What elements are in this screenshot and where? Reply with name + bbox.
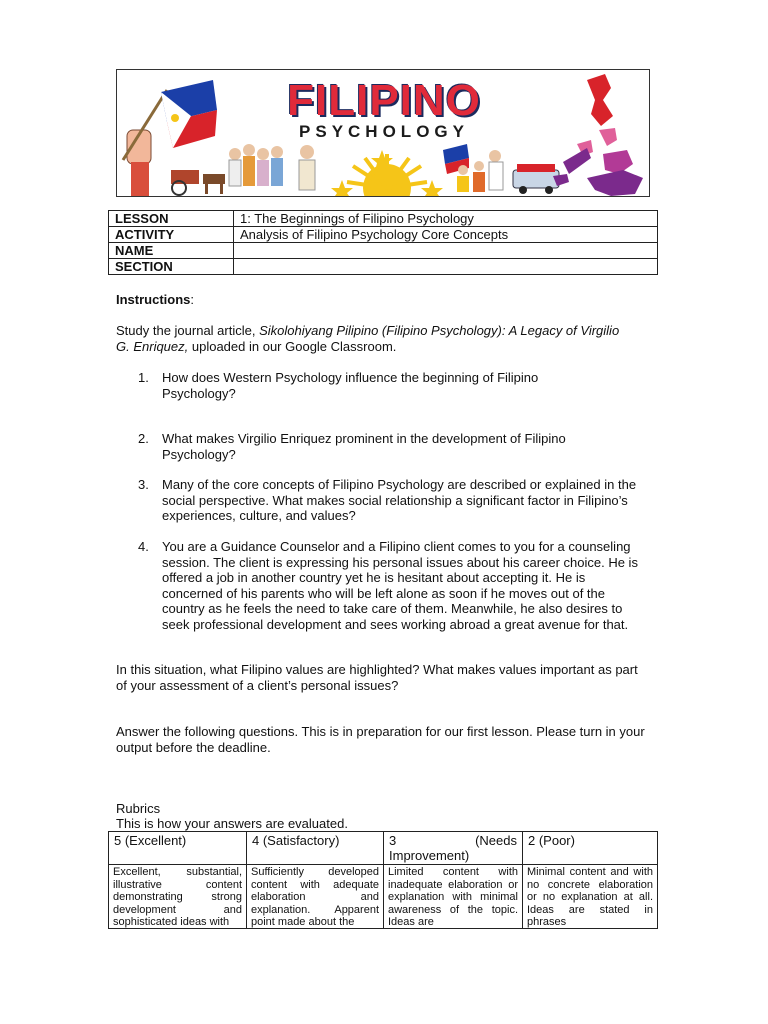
rubric-header: 2 (Poor) [523, 832, 658, 865]
sun-emblem-icon [331, 150, 443, 196]
question-text: What makes Virgilio Enriquez prominent in the development of Filipino Psychology? [162, 431, 566, 462]
activity-value: Analysis of Filipino Psychology Core Concepts [234, 227, 658, 243]
rubric-table [108, 831, 658, 929]
kalesa-icon [171, 170, 225, 195]
table-row [109, 243, 658, 259]
table-row [109, 259, 658, 275]
rubric-cell-text: Excellent, substantial, illustrative content demonstrating strong development and sophisticated ideas with [113, 866, 242, 928]
table-row [109, 227, 658, 243]
table-row [109, 865, 658, 929]
intro-post: uploaded in our Google Classroom. [188, 338, 397, 354]
raised-fist-icon [127, 130, 151, 196]
question-text: You are a Guidance Counselor and a Filipino client comes to you for a counseling session. The client is expressing his personal issues about his career choice. He is offered a job in another country yet he is hesitant about accepting it. He is concerned of his parents who will be left alone as soon if he moves out of the country as he feels the need to take care of them. Meanwhile, he also desires to seek professional development and sees working abroad a great avenue for that. [162, 539, 638, 632]
name-field[interactable] [234, 243, 658, 259]
lesson-value: 1: The Beginnings of Filipino Psychology [234, 211, 658, 227]
question-number: 3. [138, 477, 149, 492]
lesson-label: LESSON [109, 211, 234, 227]
rubric-header: 3 (Needs Improvement) [384, 832, 523, 865]
rubric-cell [109, 865, 247, 929]
children-figures-icon [443, 144, 503, 192]
question-number: 4. [138, 539, 149, 554]
section-label: SECTION [109, 259, 234, 275]
rubrics-title: Rubrics [116, 801, 161, 816]
rubric-cell [384, 865, 523, 929]
banner-subtitle: PSYCHOLOGY [299, 122, 469, 141]
table-header-row [109, 832, 658, 865]
intro-pre: Study the journal article, [116, 323, 260, 338]
rubrics-subtitle: This is how your answers are evaluated. [116, 816, 348, 831]
situation-paragraph: In this situation, what Filipino values are highlighted? What makes values important as part of your assessment of a client’s personal issues? [116, 662, 638, 693]
instructions-colon: : [190, 292, 195, 307]
rubric-header: 4 (Satisfactory) [247, 832, 384, 865]
jeepney-icon [513, 164, 559, 194]
question-text: Many of the core concepts of Filipino Psychology are described or explained in the social perspective. What makes social relationship a significant factor in Filipino’s experiences, culture, and values? [162, 477, 637, 523]
rubric-cell [523, 865, 658, 929]
table-row [109, 211, 658, 227]
name-label: NAME [109, 243, 234, 259]
lesson-info-table [108, 210, 658, 275]
header-banner [116, 69, 650, 197]
intro-paragraph [116, 323, 628, 354]
instructions-heading-line [116, 292, 194, 308]
philippines-map-icon [553, 74, 643, 196]
question-number: 2. [138, 431, 149, 446]
question-text: How does Western Psychology influence the beginning of Filipino Psychology? [162, 370, 539, 401]
philippine-flag-icon [161, 80, 217, 148]
rubric-header: 5 (Excellent) [109, 832, 247, 865]
banner-title: FILIPINO [287, 76, 481, 125]
rubric-cell-text: Limited content with inadequate elaboration or explanation with minimal awareness of the topic. Ideas are [388, 866, 518, 928]
crowd-figures-icon [229, 144, 315, 190]
section-field[interactable] [234, 259, 658, 275]
rubric-cell-text: Minimal content and with no concrete elaboration or no explanation at all. Ideas are stated in phrases [527, 866, 653, 928]
instructions-heading: Instructions [116, 292, 191, 307]
question-number: 1. [138, 370, 149, 385]
rubric-cell [247, 865, 384, 929]
article-title: Sikolohiyang Pilipino (Filipino Psychology): A Legacy of Virgilio G. Enriquez, [116, 323, 620, 354]
rubric-cell-text: Sufficiently developed content with adequate elaboration and explanation. Apparent point made about the [251, 866, 379, 928]
answer-paragraph: Answer the following questions. This is in preparation for our first lesson. Please turn in your output before the deadline. [116, 724, 645, 755]
activity-label: ACTIVITY [109, 227, 234, 243]
